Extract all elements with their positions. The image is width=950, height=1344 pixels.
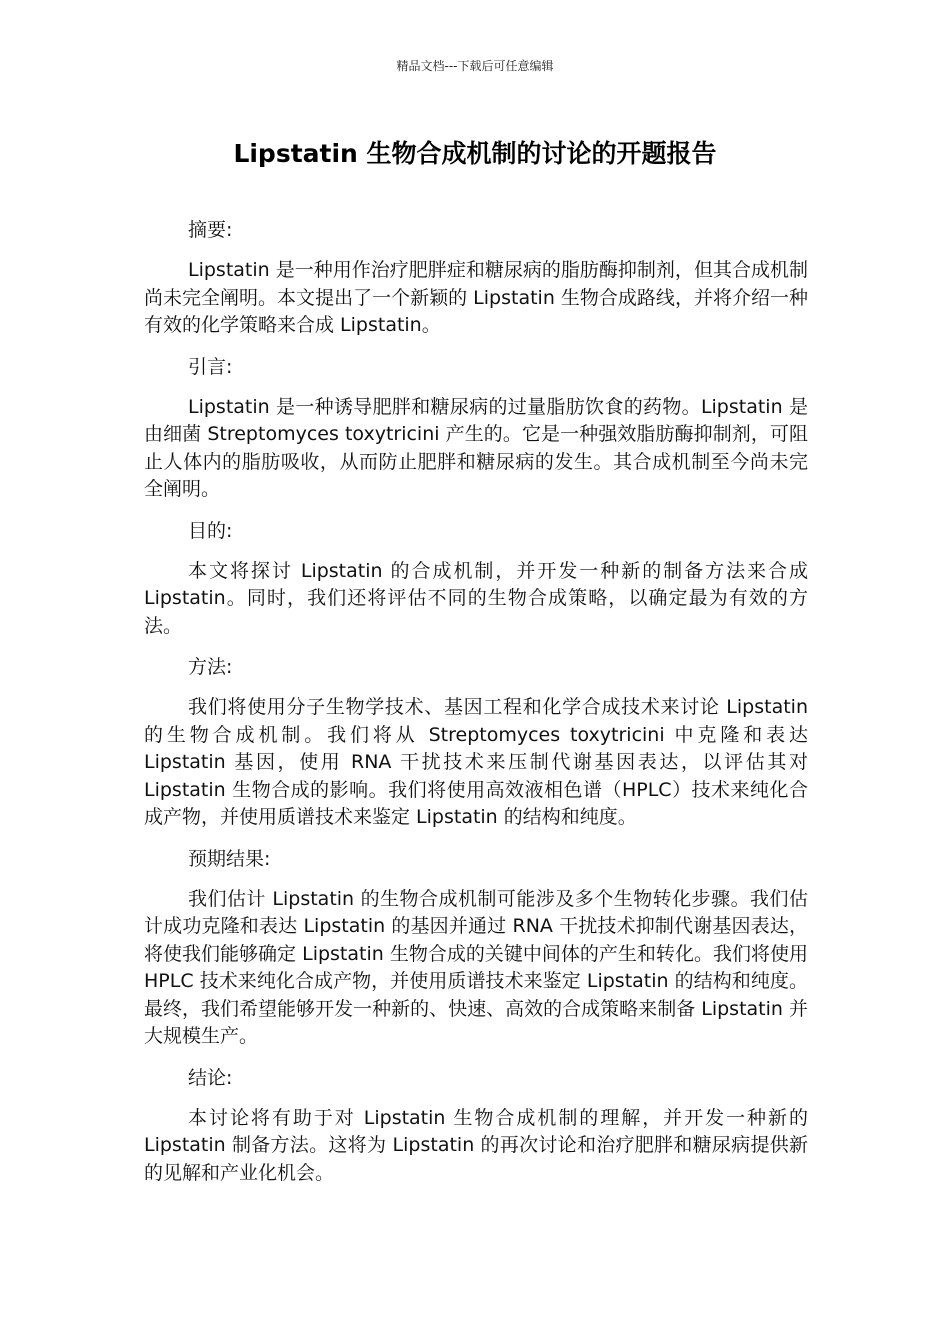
section-conclusion (144, 1064, 808, 1188)
document-body (144, 216, 808, 1200)
section-paragraph: 本文将探讨 Lipstatin 的合成机制，并开发一种新的制备方法来合成 Lipstatin。同时，我们还将评估不同的生物合成策略，以确定最为有效的方法。 (144, 559, 808, 637)
section-introduction (144, 353, 808, 504)
section-heading: 方法: (188, 656, 233, 678)
section-heading: 预期结果: (188, 847, 271, 870)
section-heading: 引言: (188, 355, 233, 378)
section-paragraph: 我们估计 Lipstatin 的生物合成机制可能涉及多个生物转化步骤。我们估计成功克隆和表达 Lipstatin 的基因并通过 RNA 干扰技术抑制代谢基因表达，将使我们能够确定 Lipstatin 生物合成的关键中间体的产生和转化。我们将使用 HPLC 技术来纯化合成产物，并使用质谱技术来鉴定 Lipstatin 的结构和纯度。最终，我们希望能够开发一种新的、快速、高效的合成策略来制备 Lipstatin 并大规模生产。 (144, 887, 808, 1047)
section-paragraph: 本讨论将有助于对 Lipstatin 生物合成机制的理解，并开发一种新的 Lipstatin 制备方法。这将为 Lipstatin 的再次讨论和治疗肥胖和糖尿病提供新的见解和产业化机会。 (144, 1106, 808, 1184)
section-paragraph: Lipstatin 是一种诱导肥胖和糖尿病的过量脂肪饮食的药物。Lipstatin 是由细菌 Streptomyces toxytricini 产生的。它是一种强效脂肪酶抑制剂，可阻止人体内的脂肪吸收，从而防止肥胖和糖尿病的发生。其合成机制至今尚未完全阐明。 (144, 395, 808, 500)
document-title: Lipstatin 生物合成机制的讨论的开题报告 (233, 139, 717, 168)
section-heading: 摘要: (188, 219, 233, 241)
section-paragraph: Lipstatin 是一种用作治疗肥胖症和糖尿病的脂肪酶抑制剂，但其合成机制尚未完全阐明。本文提出了一个新颖的 Lipstatin 生物合成路线，并将介绍一种有效的化学策略来合成 Lipstatin。 (144, 259, 808, 336)
section-paragraph: 我们将使用分子生物学技术、基因工程和化学合成技术来讨论 Lipstatin 的生物合成机制。我们将从 Streptomyces toxytricini 中克隆和表达 Lipstatin 基因，使用 RNA 干扰技术来压制代谢基因表达，以评估其对 Lipstatin 生物合成的影响。我们将使用高效液相色谱（HPLC）技术来纯化合成产物，并使用质谱技术来鉴定 Lipstatin 的结构和纯度。 (144, 696, 808, 828)
section-abstract (144, 216, 808, 340)
section-heading: 结论: (188, 1066, 233, 1089)
section-expected-results (144, 845, 808, 1051)
section-methods (144, 653, 808, 832)
header-note: 精品文档---下载后可任意编辑 (396, 59, 554, 73)
section-objective (144, 517, 808, 641)
section-heading: 目的: (188, 519, 233, 542)
